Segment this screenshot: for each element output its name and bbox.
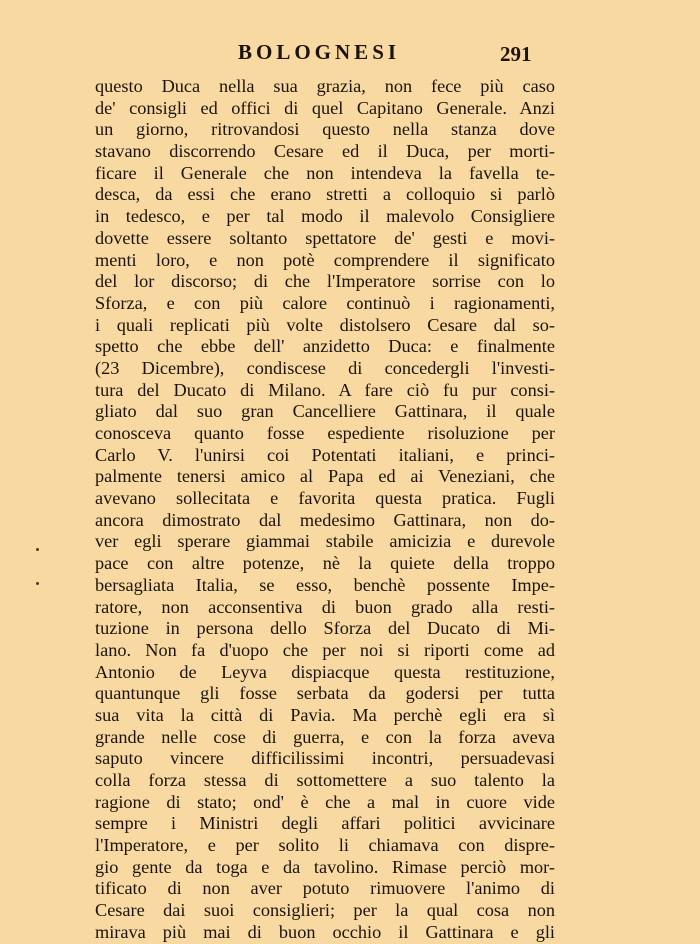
text-line: ficare il Generale che non intendeva la favella te-: [95, 162, 555, 183]
text-line: pace con altre potenze, nè la quiete della troppo: [95, 553, 555, 574]
text-line: tificato di non aver potuto rimuovere l'animo di: [95, 878, 555, 899]
text-line: Sforza, e con più calore continuò i ragionamenti,: [95, 292, 555, 313]
text-line: sua vita la città di Pavia. Ma perchè egli era sì: [95, 704, 555, 725]
page-number: 291: [500, 42, 532, 66]
text-line: questo Duca nella sua grazia, non fece più caso: [95, 76, 555, 96]
text-line: mirava più mai di buon occhio il Gattinara e gli: [95, 921, 555, 942]
text-line: spetto che ebbe dell' anzidetto Duca: e finalmente: [95, 336, 555, 357]
text-line: desca, da essi che erano stretti a colloquio si parlò: [95, 184, 555, 205]
running-title: BOLOGNESI: [238, 40, 401, 64]
text-line: quantunque gli fosse serbata da godersi per tutta: [95, 683, 555, 704]
text-line: saputo vincere difficilissimi incontri, persuadevasi: [95, 748, 555, 769]
text-line: lano. Non fa d'uopo che per noi si riporti come ad: [95, 639, 555, 660]
text-line: i quali replicati più volte distolsero Cesare dal so-: [95, 314, 555, 335]
text-line: Cesare dai suoi consiglieri; per la qual cosa non: [95, 900, 555, 921]
text-line: bersagliata Italia, se esso, benchè possente Impe-: [95, 574, 555, 595]
text-line: avevano sollecitata e favorita questa pratica. Fugli: [95, 488, 555, 509]
text-line: de' consigli ed offici di quel Capitano Generale. Anzi: [95, 97, 555, 118]
text-line: colla forza stessa di sottomettere a suo talento la: [95, 770, 555, 790]
text-line: dovette essere soltanto spettatore de' gesti e movi-: [95, 227, 555, 248]
text-line: (23 Dicembre), condiscese di concedergli l'investi-: [95, 357, 555, 378]
text-line: ancora dimostrato dal medesimo Gattinara, non do-: [95, 509, 555, 530]
text-line: tura del Ducato di Milano. A fare ciò fu pur consi-: [95, 379, 555, 400]
margin-speck: [36, 582, 39, 585]
text-line: stavano discorrendo Cesare ed il Duca, per morti-: [95, 141, 555, 162]
text-line: grande nelle cose di guerra, e con la forza aveva: [95, 726, 555, 747]
text-line: ratore, non acconsentiva di buon grado alla resti-: [95, 596, 555, 617]
text-line: sempre i Ministri degli affari politici avvicinare: [95, 813, 555, 834]
text-line: menti loro, e non potè comprendere il significato: [95, 249, 555, 270]
text-line: ragione di stato; ond' è che a mal in cuore vide: [95, 791, 555, 812]
text-line: un giorno, ritrovandosi questo nella stanza dove: [95, 119, 555, 140]
text-line: tuzione in persona dello Sforza del Ducato di Mi-: [95, 618, 555, 639]
margin-speck: [36, 548, 39, 551]
text-line: conosceva quanto fosse espediente risoluzione per: [95, 423, 555, 443]
body-text: [95, 76, 555, 944]
text-line: gio gente da toga e da tavolino. Rimase perciò mor-: [95, 856, 555, 877]
text-line: ver egli sperare giammai stabile amicizia e durevole: [95, 531, 555, 552]
text-line: Carlo V. l'unirsi coi Potentati italiani, e princi-: [95, 444, 555, 465]
text-line: gliato dal suo gran Cancelliere Gattinara, il quale: [95, 401, 555, 422]
running-head: [0, 38, 700, 68]
text-line: palmente tenersi amico al Papa ed ai Veneziani, che: [95, 466, 555, 487]
text-line: del lor discorso; di che l'Imperatore sorrise con lo: [95, 271, 555, 292]
text-line: in tedesco, e per tal modo il malevolo Consigliere: [95, 206, 555, 227]
text-line: l'Imperatore, e per solito li chiamava con dispre-: [95, 835, 555, 856]
text-line: Antonio de Leyva dispiacque questa restituzione,: [95, 661, 555, 682]
